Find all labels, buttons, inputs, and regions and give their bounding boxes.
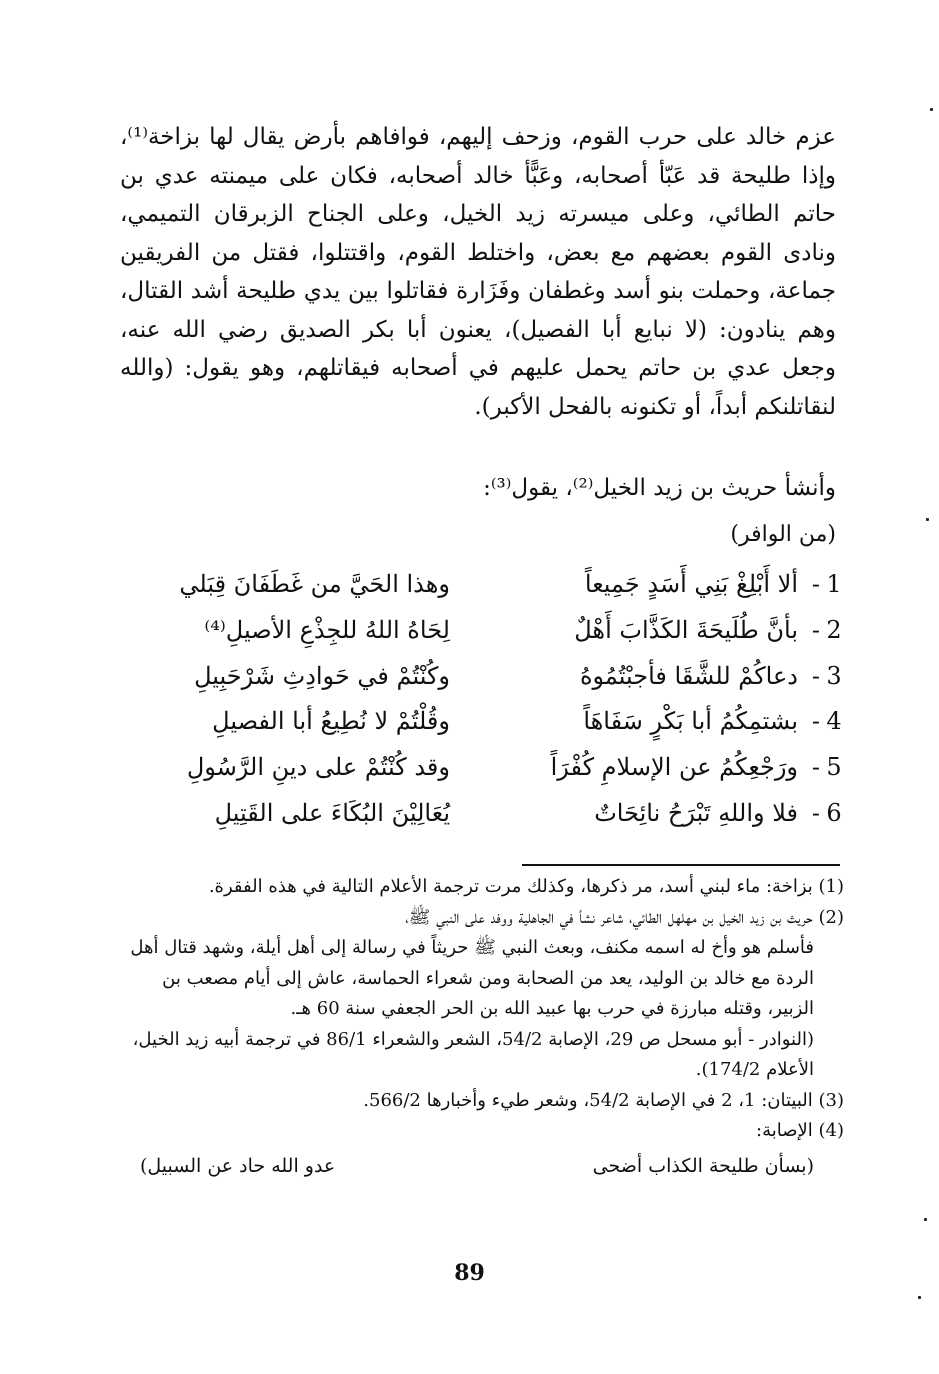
footnote-4: (4) الإصابة: — [756, 1120, 844, 1141]
verse-second-hemistich: وهذا الحَيَّ من غَطَفَانَ قِبَلي — [179, 570, 450, 598]
scan-speck — [918, 1296, 921, 1299]
page-number: 89 — [454, 1260, 485, 1286]
verse-line — [118, 799, 846, 845]
body-paragraph: عزم خالد على حرب القوم، وزحف إليهم، فوافاهم بأرض يقال لها بزاخة⁽¹⁾، وإذا طليحة قد عَبّأ أصحابه، وعَبًّأ خالد أصحابه، فكان على ميمنته عدي بن حاتم الطائي، وعلى ميسرته زيد الخيل، وعلى الجناح الزبرقان التميمي، ونادى القوم بعضهم مع بعض، واختلط القوم، واقتتلوا، فقتل من الفريقين جماعة، وحملت بنو أسد وغطفان وفَزَارة فقاتلوا بين يدي طليحة أشد القتال، وهم ينادون: (لا نبايع أبا الفصيل)، يعنون أبا بكر الصديق رضي الله عنه، وجعل عدي بن حاتم يحمل عليهم في أصحابه فيقاتلهم، وهو يقول: (والله لنقاتلنكم أبداً، أو تكنونه بالفحل الأكبر). — [120, 124, 836, 420]
verse-first-hemistich: ألا أَبْلِغْ بَنِي أَسَدٍ جَمِيعاً — [584, 570, 798, 598]
verse-second-hemistich: وقد كُنْتُمْ على دينِ الرَّسُولِ — [186, 753, 450, 782]
verse-number: 4 — [826, 707, 842, 736]
verse-dash: - — [811, 707, 820, 736]
verse-dash: - — [811, 661, 820, 690]
footnote-2: (2) حريث بن زيد الخيل بن مهلهل الطائي، شاعر نشأ في الجاهلية ووفد على النبي ﷺ، — [405, 906, 844, 928]
verse-first-hemistich: فلا واللهِ تَبْرَحُ نائِحَاتٌ — [594, 798, 798, 827]
scan-speck — [930, 108, 933, 111]
verse-number: 5 — [826, 753, 842, 782]
footnote-2-sources: (النوادر - أبو مسحل ص 29، الإصابة 54/2، الشعر والشعراء 86/1 في ترجمة أبيه زيد الخيل، الأعلام 174/2). — [132, 1028, 814, 1080]
verse-dash: - — [811, 615, 820, 644]
verse-first-hemistich: ورَجْعِكُمُ عن الإسلامِ كُفْرَاً — [550, 753, 798, 782]
verse-dash: - — [811, 753, 820, 782]
verse-number: 3 — [826, 661, 842, 690]
verse-second-hemistich: وكُنْتُمْ في حَوادِثِ شَرْحَبِيلِ — [194, 661, 450, 690]
footnote-4-verse — [118, 1151, 844, 1183]
footnote-2-continuation: فأسلم هو وأخ له اسمه مكنف، وبعث النبي ﷺ حريثاً في رسالة إلى أهل أيلة، وشهد قتال أهل الردة مع خالد بن الوليد، يعد من الصحابة ومن شعراء الحماسة، عاش إلى أيام مصعب بن الزبير، وقتله مبارزة في حرب بها عبيد الله بن الحر الجعفي سنة 60 هـ. — [130, 937, 814, 1019]
verse-number: 1 — [826, 570, 842, 598]
verse-dash: - — [811, 570, 820, 598]
verse-line — [118, 570, 846, 616]
verse-number: 6 — [826, 798, 842, 827]
verse-line — [118, 707, 846, 753]
verse-second-hemistich: وقُلْتُمْ لا نُطِيعُ أبا الفصيلِ — [212, 707, 450, 736]
verse-first-hemistich: دعاكُمْ للشَّقَا فأجبْتُمُوهُ — [579, 661, 798, 690]
verse-second-hemistich: لِحَاهُ اللهُ للجِذْعِ الأصيلِ⁽⁴⁾ — [204, 615, 450, 644]
poem — [118, 570, 846, 845]
verse-line — [118, 616, 846, 662]
footnote-verse-first: (بسأن طليحة الكذاب أضحى — [592, 1154, 814, 1177]
verse-dash: - — [811, 798, 820, 827]
meter-label: (من الوافر) — [730, 522, 836, 547]
footnote-1: (1) بزاخة: ماء لبني أسد، مر ذكرها، وكذلك مرت ترجمة الأعلام التالية في هذه الفقرة. — [208, 876, 844, 897]
poem-introduction: وأنشأ حريث بن زيد الخيل⁽²⁾، يقول⁽³⁾: — [483, 475, 836, 501]
verse-second-hemistich: يُعَالِيْنَ البُكَاءَ على القَتِيلِ — [214, 798, 450, 827]
footnotes — [118, 872, 844, 1183]
verse-first-hemistich: بأنَّ طُلَيحَةَ الكَذَّابَ أَهْلٌ — [574, 615, 798, 644]
verse-number: 2 — [826, 615, 842, 644]
verse-line — [118, 662, 846, 708]
scan-speck — [924, 1218, 927, 1221]
footnote-separator — [522, 864, 840, 866]
verse-first-hemistich: بشتمِكُمُ أبا بَكْرٍ سَفَاهَاً — [583, 707, 798, 736]
footnote-verse-second: عدو الله حاد عن السبيل) — [140, 1154, 336, 1177]
verse-line — [118, 753, 846, 799]
footnote-3: (3) البيتان: 1، 2 في الإصابة 54/2، وشعر طيء وأخبارها 566/2. — [363, 1089, 844, 1111]
scan-speck — [926, 518, 929, 521]
body-text — [120, 118, 836, 426]
